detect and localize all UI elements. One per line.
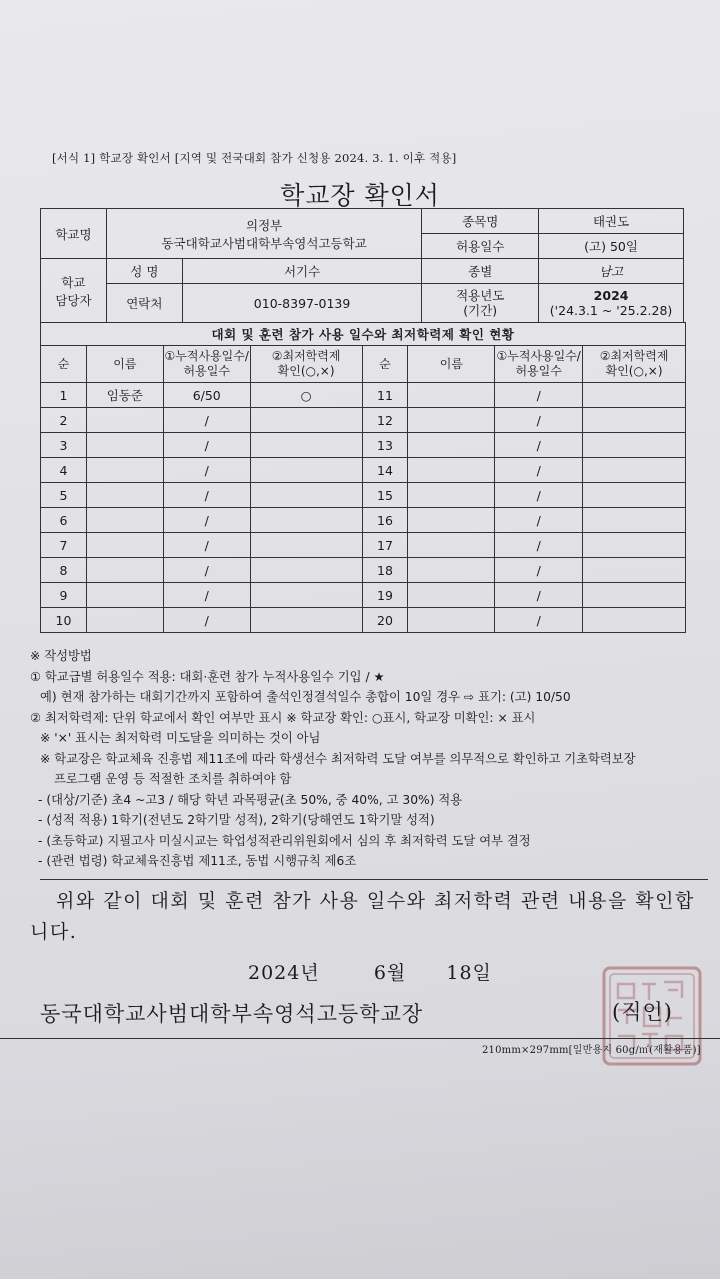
row-days: / [163,433,250,458]
table-row [41,458,686,483]
row-days: / [163,408,250,433]
detail-2: - (성적 적용) 1학기(전년도 2학기말 성적), 2학기(당해연도 1학기말 성적) [38,813,435,827]
row-days: / [495,383,583,408]
instructions-heading: ※ 작성방법 [30,649,92,663]
table-row [41,408,686,433]
col-days-2-line1: ①누적사용일수/ [496,349,581,363]
apply-year-label-line2: (기간) [463,303,498,318]
row-days: / [495,483,583,508]
row-days: / [495,508,583,533]
manager-label-line1: 학교 [61,274,86,290]
row-no: 6 [41,508,87,533]
manager-name-value: 서기수 [182,259,422,284]
writing-instructions [30,646,720,872]
date-month: 6월 [373,962,407,984]
date-day: 18일 [446,962,492,984]
row-no: 5 [41,483,87,508]
table-row [41,558,686,583]
row-min [583,483,686,508]
note-2: ※ 학교장은 학교체육 진흥법 제11조에 따라 학생선수 최저학력 도달 여부를 의무적으로 확인하고 기초학력보장 [40,751,636,766]
row-days: / [495,408,583,433]
date-year: 2024년 [248,962,320,984]
row-min [250,558,362,583]
row-min [250,433,362,458]
apply-year: 2024 [593,288,629,303]
participation-status-table [40,322,686,633]
row-days: / [163,608,250,633]
col-no-2: 순 [362,346,408,383]
row-name [408,433,495,458]
row-min [583,533,686,558]
instruction-2: ② 최저학력제: 단위 학교에서 확인 여부만 표시 ※ 학교장 확인: ○표시, 학교장 미확인: × 표시 [30,710,536,725]
col-min-2-line1: ②최저학력제 [599,349,669,363]
col-name: 이름 [86,346,163,383]
row-name [86,608,163,633]
school-name-label: 학교명 [41,209,107,259]
row-min [250,583,362,608]
row-days: / [163,533,250,558]
contact-label: 연락처 [106,284,182,323]
row-min [583,383,686,408]
row-no: 12 [362,408,408,433]
school-name: 동국대학교사범대학부속영석고등학교 [161,235,367,251]
row-days: / [163,483,250,508]
row-days: / [495,433,583,458]
row-no: 9 [41,583,87,608]
row-days: / [495,608,583,633]
row-no: 16 [362,508,408,533]
row-min [583,583,686,608]
allowed-days-value: (고) 50일 [539,234,684,259]
row-name [408,533,495,558]
manager-name-label: 성 명 [106,259,182,284]
col-days-line2: 허용일수 [183,364,230,378]
paper-specification: 210mm×297mm[일반용지 60g/㎡(재활용품)] [482,1045,701,1056]
col-min-2-line2: 확인(○,×) [605,364,663,378]
row-name [86,408,163,433]
row-min [583,408,686,433]
row-name [408,558,495,583]
row-min [250,533,362,558]
row-min [583,458,686,483]
col-no: 순 [41,346,87,383]
row-days: / [163,583,250,608]
table-row [41,583,686,608]
col-min-line2: 확인(○,×) [277,364,335,378]
row-days: / [495,558,583,583]
seal-label: (직인) [612,1000,673,1024]
principal-title: 동국대학교사범대학부속영석고등학교장 [40,1002,424,1026]
apply-year-label-line1: 적용년도 [456,288,505,303]
row-name [408,608,495,633]
col-min-2 [583,346,686,383]
instruction-1-example: 예) 현재 참가하는 대회기간까지 포함하여 출석인정결석일수 총합이 10일 경우 ⇨ 표기: (고) 10/50 [40,690,571,704]
row-no: 18 [362,558,408,583]
row-min [583,433,686,458]
col-name-2: 이름 [408,346,495,383]
school-info-table [40,208,684,323]
school-name-value [106,209,421,259]
row-name [86,583,163,608]
row-days: 6/50 [163,383,250,408]
event-value: 태권도 [539,209,684,234]
apply-year-value [539,284,684,323]
row-name [86,433,163,458]
form-header: [서식 1] 학교장 확인서 [지역 및 전국대회 참가 신청용 2024. 3. 1. 이후 적용] [52,151,457,165]
apply-year-label [422,284,539,323]
row-min [583,608,686,633]
row-name [86,508,163,533]
row-days: / [495,533,583,558]
detail-1: - (대상/기준) 초4 ~고3 / 해당 학년 과목평균(초 50%, 중 40%, 고 30%) 적용 [38,792,463,807]
row-no: 20 [362,608,408,633]
row-name [408,483,495,508]
row-no: 11 [362,383,408,408]
row-no: 13 [362,433,408,458]
col-min [250,346,362,383]
row-no: 2 [41,408,87,433]
row-min [250,608,362,633]
row-min: ○ [250,383,362,408]
row-no: 19 [362,583,408,608]
row-name [86,483,163,508]
row-no: 15 [362,483,408,508]
row-days: / [163,458,250,483]
category-label: 종별 [422,259,539,284]
row-days: / [163,508,250,533]
row-no: 3 [41,433,87,458]
table-row [41,483,686,508]
row-no: 4 [41,458,87,483]
detail-4: - (관련 법령) 학교체육진흥법 제11조, 동법 시행규칙 제6조 [38,854,357,868]
col-days-2 [495,346,583,383]
apply-period: ('24.3.1 ~ '25.2.28) [549,303,673,318]
row-name [408,408,495,433]
row-name [86,533,163,558]
row-days: / [495,458,583,483]
detail-3: - (초등학교) 지필고사 미실시교는 학업성적관리위원회에서 심의 후 최저학력 도달 여부 결정 [38,833,531,848]
event-label: 종목명 [422,209,539,234]
status-caption: 대회 및 훈련 참가 사용 일수와 최저학력제 확인 현황 [41,323,686,346]
issue-date [248,958,492,985]
document-title: 학교장 확인서 [280,181,440,210]
row-min [250,408,362,433]
row-min [250,508,362,533]
table-row [41,608,686,633]
manager-label-line2: 담당자 [55,292,92,308]
col-min-line1: ②최저학력제 [271,349,341,363]
row-min [250,483,362,508]
row-min [250,458,362,483]
contact-value: 010-8397-0139 [182,284,422,323]
table-row [41,383,686,408]
allowed-days-label: 허용일수 [422,234,539,259]
table-row [41,508,686,533]
note-2-cont: 프로그램 운영 등 적절한 조치를 취하여야 함 [54,772,292,786]
row-name: 임동준 [86,383,163,408]
col-days-line1: ①누적사용일수/ [164,349,249,363]
row-name [408,383,495,408]
instruction-1: ① 학교급별 허용일수 적용: 대회·훈련 참가 누적사용일수 기입 / ★ [30,669,385,684]
col-days-2-line2: 허용일수 [515,364,562,378]
row-name [408,583,495,608]
confirmation-statement: 위와 같이 대회 및 훈련 참가 사용 일수와 최저학력 관련 내용을 확인합니다. [30,890,695,943]
row-no: 7 [41,533,87,558]
category-value: 남고 [539,259,684,284]
divider [40,879,708,880]
row-no: 17 [362,533,408,558]
row-name [408,508,495,533]
row-min [583,558,686,583]
row-no: 14 [362,458,408,483]
bottom-divider [0,1038,720,1039]
row-name [408,458,495,483]
row-no: 10 [41,608,87,633]
row-name [86,558,163,583]
row-min [583,508,686,533]
col-days [163,346,250,383]
row-name [86,458,163,483]
row-days: / [495,583,583,608]
table-row [41,533,686,558]
manager-label [41,259,107,323]
row-no: 1 [41,383,87,408]
row-days: / [163,558,250,583]
row-no: 8 [41,558,87,583]
note-1: ※ '×' 표시는 최저학력 미도달을 의미하는 것이 아님 [40,731,321,745]
school-city: 의정부 [246,217,283,233]
table-row [41,433,686,458]
